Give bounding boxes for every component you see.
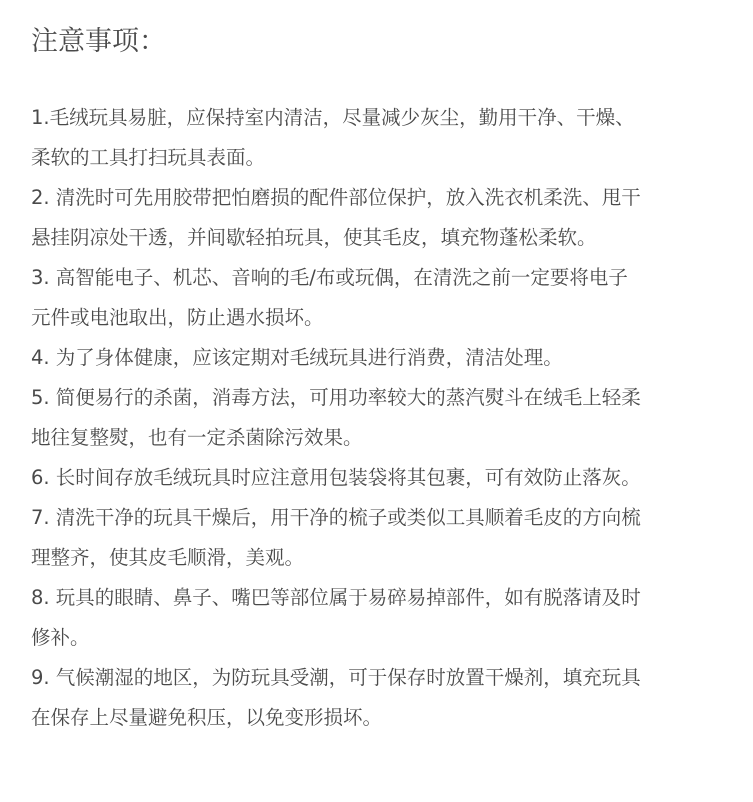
note-item bbox=[31, 338, 721, 378]
note-line: 在保存上尽量避免积压，以免变形损坏。 bbox=[31, 706, 383, 729]
note-item bbox=[31, 458, 721, 498]
note-item bbox=[31, 178, 721, 258]
note-line: 5. 简便易行的杀菌，消毒方法，可用功率较大的蒸汽熨斗在绒毛上轻柔 bbox=[31, 386, 641, 409]
note-line: 地往复整熨，也有一定杀菌除污效果。 bbox=[31, 426, 363, 449]
notes-list bbox=[31, 98, 721, 738]
note-line: 2. 清洗时可先用胶带把怕磨损的配件部位保护，放入洗衣机柔洗、甩干 bbox=[31, 186, 641, 209]
note-line: 理整齐，使其皮毛顺滑，美观。 bbox=[31, 546, 305, 569]
note-item bbox=[31, 98, 721, 178]
note-item bbox=[31, 258, 721, 338]
note-item bbox=[31, 578, 721, 658]
note-line: 9. 气候潮湿的地区，为防玩具受潮，可于保存时放置干燥剂，填充玩具 bbox=[31, 666, 641, 689]
note-line: 4. 为了身体健康，应该定期对毛绒玩具进行消费，清洁处理。 bbox=[31, 346, 563, 369]
note-line: 悬挂阴凉处干透，并间歇轻拍玩具，使其毛皮，填充物蓬松柔软。 bbox=[31, 226, 597, 249]
note-line: 8. 玩具的眼睛、鼻子、嘴巴等部位属于易碎易掉部件，如有脱落请及时 bbox=[31, 586, 641, 609]
note-item bbox=[31, 498, 721, 578]
note-line: 1.毛绒玩具易脏，应保持室内清洁，尽量减少灰尘，勤用干净、干燥、 bbox=[31, 106, 635, 129]
note-line: 3. 高智能电子、机芯、音响的毛/布或玩偶，在清洗之前一定要将电子 bbox=[31, 266, 628, 289]
note-line: 6. 长时间存放毛绒玩具时应注意用包装袋将其包裹，可有效防止落灰。 bbox=[31, 466, 641, 489]
note-line: 7. 清洗干净的玩具干燥后，用干净的梳子或类似工具顺着毛皮的方向梳 bbox=[31, 506, 641, 529]
note-line: 修补。 bbox=[31, 626, 90, 649]
note-item bbox=[31, 378, 721, 458]
page-title: 注意事项： bbox=[31, 26, 166, 57]
note-line: 柔软的工具打扫玩具表面。 bbox=[31, 146, 266, 169]
note-line: 元件或电池取出，防止遇水损坏。 bbox=[31, 306, 324, 329]
note-item bbox=[31, 658, 721, 738]
